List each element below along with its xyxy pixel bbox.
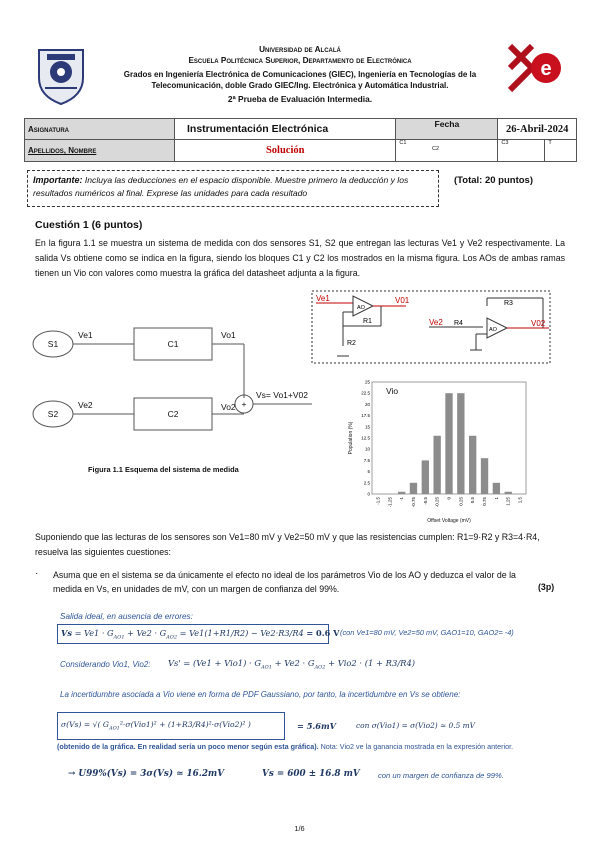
- sigma-result: = 5.6mV: [297, 721, 336, 731]
- ideal-formula: $Vs = Ve1 \cdot G_{AO1} + Ve2 \cdot G_{AO2} = Ve1(1+R1/R2) - Ve2\cdot R3/R4 = 0.6$ V: [61, 628, 340, 641]
- x-tick-label: 1.5: [517, 497, 523, 504]
- c3-cell: C3: [498, 140, 545, 162]
- x-tick-label: 0.75: [482, 497, 488, 506]
- x-tick-label: -1.25: [387, 497, 393, 508]
- question-intro: En la figura 1.1 se muestra un sistema de medida con dos sensores S1, S2 que entregan las lecturas Ve1 y Ve2 respectivamente. La salida Vs obtiene como se indica en la figura, siendo los bloques C1 y C2 los mostrados en la misma figura. Los AOs de ambas ramas tienen un Vio con valores como muestra la gráfica del datasheet adjunta a la figura.: [35, 238, 565, 278]
- apellidos-label: Apellidos, Nombre: [25, 140, 175, 162]
- c-v01: V01: [395, 296, 410, 305]
- histogram-bar: [493, 483, 500, 494]
- y-tick-label: 5: [367, 469, 370, 475]
- ideal-note: (con Ve1=80 mV, Ve2=50 mV, GAO1=10, GAO2= -4): [340, 628, 514, 637]
- y-tick-label: 12.5: [361, 435, 370, 441]
- histogram-bar: [481, 458, 488, 494]
- figure-caption: Figura 1.1 Esquema del sistema de medida: [88, 465, 239, 474]
- university-logo: [35, 44, 87, 106]
- c-r4: R4: [454, 320, 463, 327]
- plus-label: +: [241, 399, 247, 409]
- sigma-formula-box: [57, 712, 285, 740]
- s2-label: S2: [47, 409, 59, 419]
- x-tick-label: 0.5: [470, 497, 476, 504]
- vio-formula: $Vs' = (Ve1 + Vio1) \cdot G_{AO1} + Ve2 \cdot G_{AO2} + Vio2 \cdot (1 + R3/R4)$: [168, 658, 416, 671]
- c2-cell: C2: [432, 146, 440, 152]
- block-diagram: [30, 318, 320, 458]
- vo1-label: Vo1: [221, 330, 236, 340]
- page-number: 1/6: [294, 824, 305, 833]
- x-tick-label: -0.5: [422, 497, 428, 505]
- x-tick-label: 0: [446, 497, 452, 500]
- final-note: con un margen de confianza de 99%.: [378, 771, 504, 780]
- degrees-line-2: Telecomunicación, doble Grado GIEC/Ing. Electrónica y Automática Industrial.: [151, 81, 449, 90]
- c-v02: V02: [531, 319, 546, 328]
- ideal-formula-box: [57, 624, 340, 644]
- subq-bullet: ·: [35, 568, 39, 579]
- c1-label: C1: [167, 339, 179, 349]
- x-tick-label: 0.25: [458, 497, 464, 506]
- fecha-label: Fecha: [396, 119, 498, 140]
- histogram-bar: [457, 393, 464, 494]
- total-points: (Total: 20 puntos): [454, 175, 533, 186]
- circuits-figure: [311, 290, 551, 365]
- y-tick-label: 22.5: [361, 390, 370, 396]
- histogram-bar: [422, 460, 429, 494]
- asignatura-value: Instrumentación Electrónica: [175, 119, 396, 140]
- y-tick-label: 15: [364, 424, 370, 430]
- x-tick-label: -0.75: [410, 497, 416, 508]
- vs-label: Vs= Vo1+V02: [256, 390, 308, 400]
- y-tick-label: 17.5: [361, 413, 370, 419]
- x-tick-label: -1: [399, 497, 405, 502]
- epsuah-logo: [506, 42, 566, 94]
- exam-title: 2ª Prueba de Evaluación Intermedia.: [227, 94, 373, 104]
- sigma-notes: (obtenido de la gráfica. En realidad sería un poco menor según esta gráfica). Nota: Vio2 ve la ganancia mostrada en la expresión anterior.: [57, 742, 514, 751]
- c2-label: C2: [167, 409, 179, 419]
- university-name: Universidad de Alcalá: [259, 45, 341, 54]
- c1-cell: C1: [396, 140, 498, 162]
- important-note: Importante: Incluya las deducciones en el espacio disponible. Muestre primero la deducción y los resultados numéricos al final. Exprese las unidades para cada resultado: [27, 170, 439, 207]
- pdf-note: La incertidumbre asociada a Vio viene en forma de PDF Gaussiano, por tanto, la incertidumbre en Vs se obtiene:: [60, 690, 461, 699]
- histogram-bar: [469, 436, 476, 494]
- conditions-text: Suponiendo que las lecturas de los sensores son Ve1=80 mV y Ve2=50 mV y que las resistencias cumplen: R1=9·R2 y R3=4·R4, resuelva las siguientes cuestiones:: [35, 532, 540, 557]
- c-ve2: Ve2: [429, 318, 443, 327]
- c-r1: R1: [363, 318, 372, 325]
- y-tick-label: 10: [364, 446, 370, 452]
- fecha-value: 26-Abril-2024: [498, 119, 577, 140]
- x-tick-label: -0.25: [434, 497, 440, 508]
- vio-title: Considerando Vio1, Vio2:: [60, 660, 151, 669]
- vio-histogram: [342, 378, 532, 526]
- x-tick-label: -1.5: [375, 497, 381, 505]
- school-name: Escuela Politécnica Superior, Departamento de Electrónica: [188, 56, 412, 65]
- sigma-formula: σ(Vs) = √( $G_{AO1}^2\cdot\sigma(Vio1)^2 + (1+R3/R4)^2\cdot\sigma(Vio2)^2$ ): [61, 720, 251, 732]
- s1-label: S1: [47, 339, 59, 349]
- info-table: [24, 118, 577, 162]
- vo2-label: Vo2: [221, 402, 236, 412]
- degrees-line-1: Grados en Ingeniería Electrónica de Comunicaciones (GIEC), Ingeniería en Tecnologías de la: [123, 70, 477, 79]
- final-u: → U99%(Vs) = 3σ(Vs) ≃ 16.2mV: [68, 769, 225, 779]
- y-tick-label: 0: [367, 491, 370, 497]
- c-ao2: AO: [489, 327, 497, 333]
- histogram-bar: [505, 492, 512, 494]
- y-tick-label: 2.5: [363, 480, 370, 486]
- histogram-bar: [410, 483, 417, 494]
- y-tick-label: 20: [364, 401, 370, 407]
- x-tick-label: 1.25: [505, 497, 511, 506]
- sigma-cond: con σ(Vio1) = σ(Vio2) ≃ 0.5 mV: [356, 721, 475, 730]
- t-cell: T: [545, 140, 577, 162]
- ve2-label: Ve2: [78, 400, 93, 410]
- svg-text:e: e: [540, 58, 552, 80]
- asignatura-label: Asignatura: [25, 119, 175, 140]
- y-tick-label: 7.5: [363, 457, 370, 463]
- c-ve1: Ve1: [316, 294, 330, 303]
- ideal-title: Salida ideal, en ausencia de errores:: [60, 612, 193, 621]
- ve1-label: Ve1: [78, 330, 93, 340]
- c-r2: R2: [347, 340, 356, 347]
- chart-title: Vio: [386, 386, 399, 396]
- histogram-bar: [433, 436, 440, 494]
- apellidos-value: Solución: [175, 140, 396, 162]
- chart-xlabel: Offset Voltage (mV): [427, 518, 471, 524]
- histogram-bar: [445, 393, 452, 494]
- final-vs: Vs = 600 ± 16.8 mV: [262, 769, 360, 779]
- x-tick-label: 1: [493, 497, 499, 500]
- c-r3: R3: [504, 300, 513, 307]
- chart-ylabel: Population (%): [348, 421, 354, 455]
- c-ao1: AO: [357, 305, 365, 311]
- question-title: Cuestión 1 (6 puntos): [35, 219, 143, 231]
- y-tick-label: 25: [364, 379, 370, 385]
- subq-points: (3p): [538, 582, 555, 592]
- histogram-bar: [398, 492, 405, 494]
- subq-text: Asuma que en el sistema se da únicamente el efecto no ideal de los parámetros Vio de los AO y deduzca el valor de la medida en Vs, en unidades de mV, con un margen de confianza del 99%.: [53, 570, 516, 594]
